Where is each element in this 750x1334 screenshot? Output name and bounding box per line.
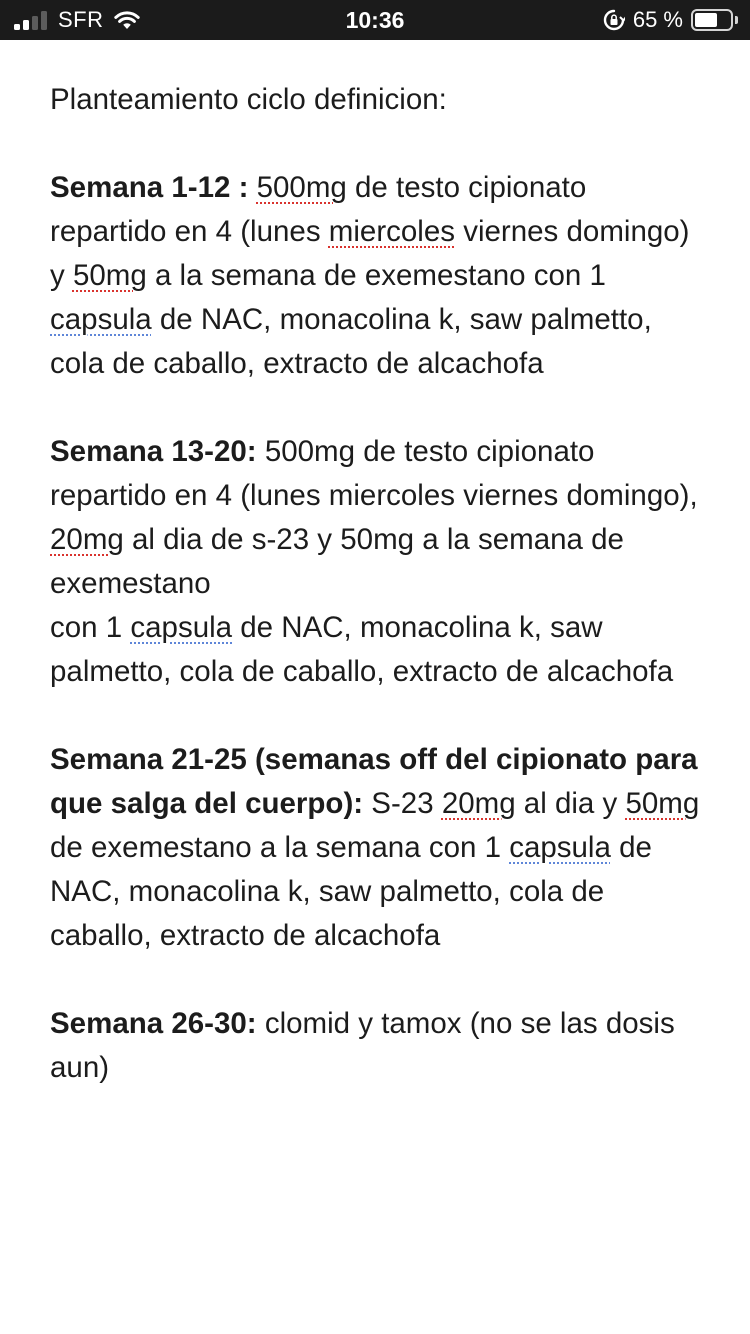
status-bar-right (603, 0, 738, 40)
grammar-flagged-word: capsula (509, 831, 611, 864)
battery-level-fill (695, 13, 717, 27)
battery-cap (735, 16, 738, 24)
section-text: al dia de s-23 y 50mg a la semana de exemestano (50, 523, 624, 600)
note-section (50, 430, 700, 694)
grammar-flagged-word: capsula (50, 303, 152, 336)
battery-icon (691, 9, 733, 31)
section-text: con 1 (50, 611, 131, 644)
orientation-lock-icon (603, 9, 625, 31)
note-section (50, 166, 700, 386)
section-text: de NAC, monacolina k, saw palmetto, cola de caballo, extracto de alcachofa (50, 611, 674, 688)
section-heading: Semana 21-25 (semanas off del cipionato para que salga del cuerpo): (50, 743, 698, 820)
note-section (50, 738, 700, 958)
grammar-flagged-word: capsula (130, 611, 233, 644)
battery-percentage: 65 % (632, 7, 683, 32)
spellcheck-flagged-word: miercoles (328, 215, 456, 248)
section-text: de NAC, monacolina k, saw palmetto, cola de caballo, extracto de alcachofa (50, 303, 652, 380)
section-text: al dia y (515, 787, 626, 820)
carrier-name: SFR (58, 7, 104, 32)
section-text: de exemestano a la semana con 1 (50, 831, 510, 864)
note-section (50, 1002, 700, 1090)
section-text: viernes domingo) y (50, 215, 690, 292)
note-sections (50, 166, 700, 1090)
note-body[interactable] (50, 78, 700, 1134)
spellcheck-flagged-word: 500mg (256, 171, 347, 204)
section-text: de testo cipionato repartido en 4 (lunes (50, 171, 587, 248)
section-text: de NAC, monacolina k, saw palmetto, cola de caballo, extracto de alcachofa (50, 831, 652, 952)
spellcheck-flagged-word: 20mg (50, 523, 124, 556)
note-title: Planteamiento ciclo definicion: (50, 83, 447, 116)
section-text (248, 171, 256, 204)
spellcheck-flagged-word: 50mg (625, 787, 700, 820)
section-heading: Semana 1-12 : (50, 171, 249, 204)
section-heading: Semana 13-20: (50, 435, 257, 468)
status-bar (0, 0, 750, 40)
status-bar-time: 10:36 (345, 7, 405, 33)
spellcheck-flagged-word: 20mg (441, 787, 516, 820)
section-text: S-23 (363, 787, 442, 820)
section-text: 500mg de testo cipionato repartido en 4 (lunes miercoles viernes domingo), (50, 435, 698, 512)
section-heading: Semana 26-30: (50, 1007, 257, 1040)
spellcheck-flagged-word: 50mg (72, 259, 147, 292)
section-text: clomid y tamox (no se las dosis aun) (50, 1007, 675, 1084)
section-text: a la semana de exemestano con 1 (146, 259, 606, 292)
